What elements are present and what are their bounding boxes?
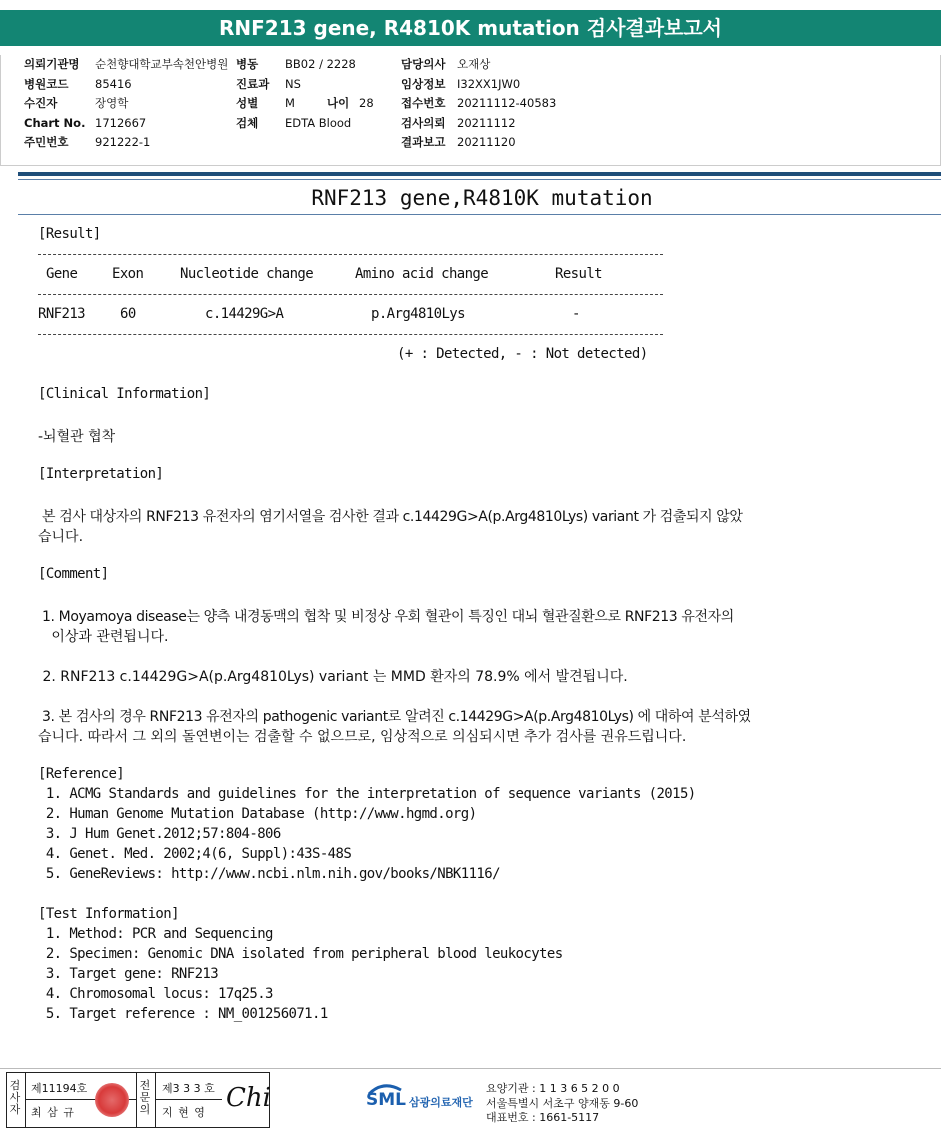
divider-title-bottom [18, 214, 941, 215]
test-info-item: 4. Chromosomal locus: 17q25.3 [38, 986, 273, 1002]
dashed-divider [38, 334, 663, 335]
cell-nucleotide: c.14429G>A [205, 306, 284, 322]
divider-thick [18, 172, 941, 176]
footer-divider [0, 1068, 941, 1069]
col-header-result: Result [555, 266, 602, 282]
info-frame-left [0, 55, 1, 165]
report-title: RNF213 gene,R4810K mutation [311, 186, 653, 210]
label: 담당의사 [401, 57, 446, 71]
value: 오재상 [457, 57, 491, 71]
specialist-vertical-label: 전문의 [139, 1079, 151, 1116]
reference-item: 1. ACMG Standards and guidelines for the interpretation of sequence variants (2015) [38, 786, 696, 802]
reference-item: 5. GeneReviews: http://www.ncbi.nlm.nih.gov/books/NBK1116/ [38, 866, 500, 882]
comment-2: 2. RNF213 c.14429G>A(p.Arg4810Lys) variant 는 MMD 환자의 78.9% 에서 발견됩니다. [38, 669, 628, 685]
label: 수진자 [24, 96, 58, 110]
value: BB02 / 2228 [285, 57, 356, 71]
value: 85416 [95, 76, 132, 91]
dashed-divider [38, 254, 663, 255]
signature: Chi [226, 1083, 271, 1113]
label: 검사의뢰 [401, 115, 446, 130]
label: 결과보고 [401, 135, 446, 149]
label: 검체 [236, 115, 259, 130]
comment-1-line-1: 1. Moyamoya disease는 양측 내경동맥의 협착 및 비정상 우회 혈관이 특징인 대뇌 혈관질환으로 RNF213 유전자의 [38, 609, 734, 625]
value: NS [285, 76, 301, 91]
comment-3-line-2: 습니다. 따라서 그 외의 돌연변이는 검출할 수 없으므로, 임상적으로 의심되시면 추가 검사를 권유드립니다. [38, 729, 687, 745]
value: 20211112-40583 [457, 96, 557, 110]
label: Chart No. [24, 115, 86, 130]
patient-info-col2 [236, 55, 374, 133]
specialist-name: 지 현 영 [162, 1106, 206, 1119]
clinical-section-title: [Clinical Information] [38, 386, 211, 402]
patient-info-col3 [401, 55, 556, 153]
test-info-item: 2. Specimen: Genomic DNA isolated from peripheral blood leukocytes [38, 946, 563, 962]
col-header-gene: Gene [46, 266, 78, 282]
comment-3-line-1: 3. 본 검사의 경우 RNF213 유전자의 pathogenic variant로 알려진 c.14429G>A(p.Arg4810Lys) 에 대하여 분석하였 [38, 709, 751, 725]
inspector-name: 최 삼 규 [31, 1106, 75, 1119]
cell-result: - [572, 306, 580, 322]
test-info-section-title: [Test Information] [38, 906, 179, 922]
label: 의뢰기관명 [24, 57, 80, 71]
cell-gene: RNF213 [38, 306, 85, 322]
reference-item: 3. J Hum Genet.2012;57:804-806 [38, 826, 281, 842]
value: M [285, 96, 295, 110]
result-section-title: [Result] [38, 226, 101, 242]
interpretation-line-1: 본 검사 대상자의 RNF213 유전자의 염기서열을 검사한 결과 c.14429G>A(p.Arg4810Lys) variant 가 검출되지 않았 [38, 509, 743, 525]
comment-section-title: [Comment] [38, 566, 109, 582]
col-header-exon: Exon [112, 266, 144, 282]
specialist-license-no: 제3 3 3 호 [162, 1082, 215, 1095]
interpretation-line-2: 습니다. [38, 529, 84, 545]
test-info-item: 5. Target reference : NM_001256071.1 [38, 1006, 328, 1022]
seal-stamp [95, 1083, 129, 1117]
clinical-text: -뇌혈관 협착 [38, 429, 116, 445]
value: I32XX1JW0 [457, 76, 521, 91]
test-info-item: 1. Method: PCR and Sequencing [38, 926, 273, 942]
cell-amino-acid: p.Arg4810Lys [371, 306, 465, 322]
inspector-license-no: 제11194호 [31, 1082, 88, 1095]
label: 병동 [236, 57, 259, 71]
label: 임상정보 [401, 76, 446, 91]
col-header-amino-acid: Amino acid change [355, 266, 489, 282]
info-frame-bottom [0, 165, 941, 166]
value: 1712667 [95, 115, 147, 130]
value: 장영학 [95, 96, 129, 110]
inspector-vertical-label: 검사자 [9, 1079, 21, 1116]
value: 20211112 [457, 115, 516, 130]
col-header-nucleotide: Nucleotide change [180, 266, 314, 282]
label: 성별 [236, 96, 259, 110]
label: 진료과 [236, 76, 270, 91]
patient-info-col1 [24, 55, 228, 153]
logo-text: SML [366, 1090, 406, 1110]
reference-item: 2. Human Genome Mutation Database (http://www.hgmd.org) [38, 806, 477, 822]
institution-code: 요양기관 : 1 1 3 6 5 2 0 0 [486, 1082, 620, 1095]
label: 주민번호 [24, 135, 69, 149]
value: 20211120 [457, 135, 516, 149]
phone: 대표번호 : 1661-5117 [486, 1111, 600, 1124]
test-info-item: 3. Target gene: RNF213 [38, 966, 219, 982]
reference-item: 4. Genet. Med. 2002;4(6, Suppl):43S-48S [38, 846, 352, 862]
label: 병원코드 [24, 76, 69, 91]
divider-thin [18, 179, 941, 180]
value: EDTA Blood [285, 115, 352, 130]
age-label: 나이 [327, 96, 350, 110]
value: 순천향대학교부속천안병원 [95, 57, 229, 71]
value: 921222-1 [95, 135, 151, 149]
result-legend: (+ : Detected, - : Not detected) [397, 346, 648, 362]
age-value: 28 [359, 96, 374, 110]
comment-1-line-2: 이상과 관련됩니다. [38, 629, 169, 645]
org-name: 삼광의료재단 [409, 1096, 473, 1109]
report-header-title: RNF213 gene, R4810K mutation 검사결과보고서 [0, 10, 941, 46]
address: 서울특별시 서초구 양재동 9-60 [486, 1097, 639, 1110]
interpretation-section-title: [Interpretation] [38, 466, 164, 482]
reference-section-title: [Reference] [38, 766, 125, 782]
dashed-divider [38, 294, 663, 295]
cell-exon: 60 [120, 306, 136, 322]
label: 접수번호 [401, 96, 446, 110]
